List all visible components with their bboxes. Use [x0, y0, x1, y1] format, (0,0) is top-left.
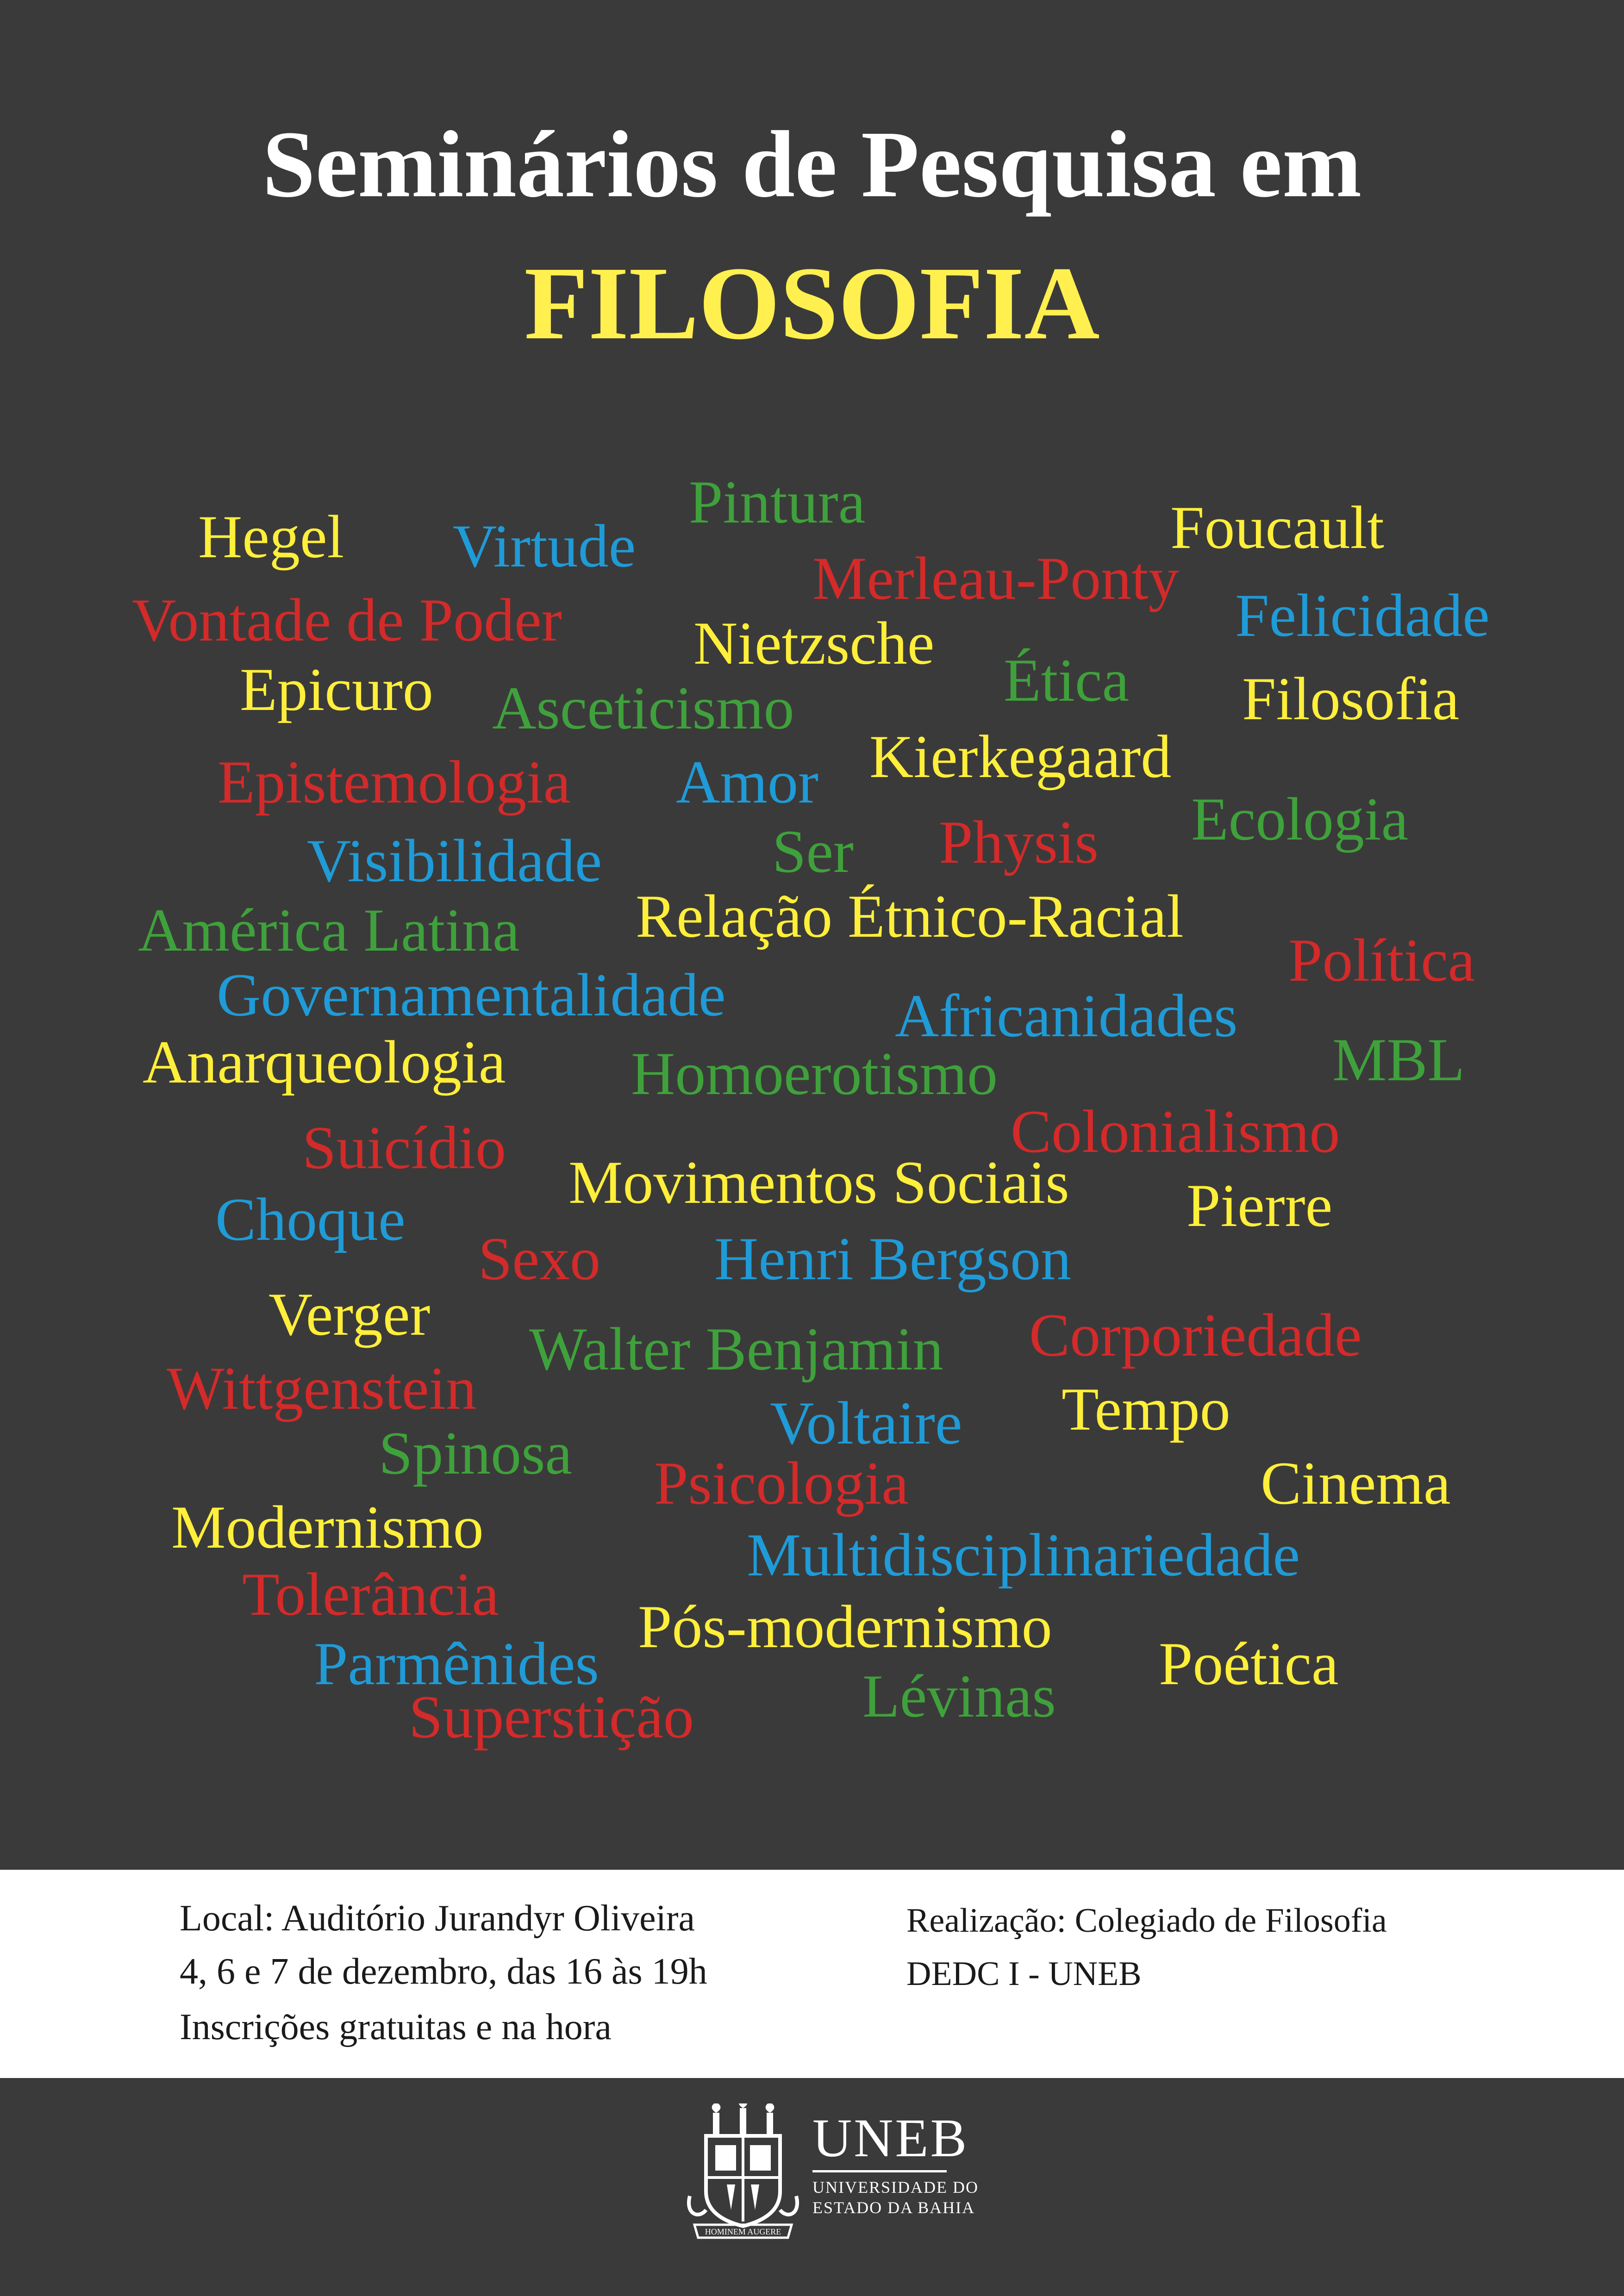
word-visibilidade: Visibilidade — [307, 827, 602, 895]
word-africanidades: Africanidades — [895, 982, 1238, 1050]
word-voltaire: Voltaire — [770, 1389, 962, 1457]
word-epicuro: Epicuro — [240, 655, 433, 723]
event-dates: 4, 6 e 7 de dezembro, das 16 às 19h — [180, 1951, 707, 1992]
event-department: DEDC I - UNEB — [906, 1955, 1142, 1993]
word-parmenides: Parmênides — [314, 1630, 599, 1698]
word-merleau-ponty: Merleau-Ponty — [812, 544, 1179, 612]
word-cinema: Cinema — [1261, 1449, 1451, 1517]
logo-motto: HOMINEM AUGERE — [705, 2227, 781, 2236]
word-epistemologia: Epistemologia — [218, 748, 571, 816]
word-levinas: Lévinas — [862, 1662, 1056, 1730]
logo-wordmark — [812, 2108, 979, 2218]
event-location: Local: Auditório Jurandyr Oliveira — [180, 1898, 695, 1939]
word-filosofia: Filosofia — [1242, 665, 1460, 733]
word-tolerancia: Tolerância — [242, 1560, 500, 1628]
event-organizer: Realização: Colegiado de Filosofia — [906, 1902, 1387, 1940]
word-virtude: Virtude — [453, 512, 636, 580]
word-kierkegaard: Kierkegaard — [869, 722, 1172, 790]
word-physis: Physis — [939, 808, 1099, 876]
event-registration: Inscrições gratuitas e na hora — [180, 2007, 612, 2047]
word-pos-modernismo: Pós-modernismo — [638, 1593, 1052, 1661]
word-politica: Política — [1288, 926, 1475, 994]
word-henri-bergson: Henri Bergson — [714, 1225, 1072, 1293]
word-ecologia: Ecologia — [1191, 785, 1409, 853]
word-anarqueologia: Anarqueologia — [143, 1028, 506, 1096]
word-supersticao: Superstição — [409, 1683, 694, 1751]
word-governamentalidade: Governamentalidade — [217, 961, 726, 1029]
word-relacao-etnico-racial: Relação Étnico-Racial — [636, 882, 1184, 950]
word-choque: Choque — [215, 1185, 406, 1253]
word-multidisciplinariedade: Multidisciplinariedade — [747, 1521, 1300, 1589]
word-felicidade: Felicidade — [1235, 581, 1490, 649]
word-mbl: MBL — [1332, 1026, 1465, 1094]
word-nietzsche: Nietzsche — [693, 609, 935, 677]
word-asceticismo: Asceticismo — [492, 674, 794, 742]
poster-title: Seminários de Pesquisa em — [262, 111, 1362, 217]
word-foucault: Foucault — [1170, 493, 1384, 561]
word-verger: Verger — [269, 1280, 431, 1348]
word-amor: Amor — [676, 748, 818, 816]
word-tempo: Tempo — [1062, 1375, 1230, 1443]
logo-divider — [812, 2170, 947, 2172]
word-poetica: Poética — [1159, 1630, 1339, 1698]
word-spinosa: Spinosa — [379, 1419, 573, 1487]
word-pintura: Pintura — [689, 468, 866, 536]
logo-subtitle-line2: ESTADO DA BAHIA — [812, 2198, 975, 2217]
word-suicidio: Suicídio — [302, 1114, 506, 1182]
word-wittgenstein: Wittgenstein — [167, 1354, 477, 1422]
word-corporiedade: Corporiedade — [1029, 1301, 1362, 1369]
coat-of-arms-icon — [681, 2103, 806, 2242]
event-info-band — [0, 1870, 1624, 2078]
poster-subject: FILOSOFIA — [524, 245, 1100, 361]
word-pierre: Pierre — [1187, 1171, 1333, 1239]
word-vontade-de-poder: Vontade de Poder — [132, 586, 562, 654]
word-modernismo: Modernismo — [171, 1493, 484, 1561]
word-homoerotismo: Homoerotismo — [631, 1039, 998, 1108]
word-america-latina: América Latina — [138, 896, 520, 964]
word-psicologia: Psicologia — [654, 1449, 909, 1517]
word-hegel: Hegel — [198, 503, 344, 571]
word-ser: Ser — [772, 817, 854, 885]
word-colonialismo: Colonialismo — [1011, 1097, 1340, 1165]
word-walter-benjamin: Walter Benjamin — [529, 1315, 943, 1383]
word-etica: Ética — [1004, 646, 1130, 714]
word-sexo: Sexo — [478, 1225, 600, 1293]
word-movimentos-sociais: Movimentos Sociais — [568, 1148, 1069, 1216]
logo-name: UNEB — [812, 2108, 969, 2168]
logo-subtitle-line1: UNIVERSIDADE DO — [812, 2178, 979, 2196]
